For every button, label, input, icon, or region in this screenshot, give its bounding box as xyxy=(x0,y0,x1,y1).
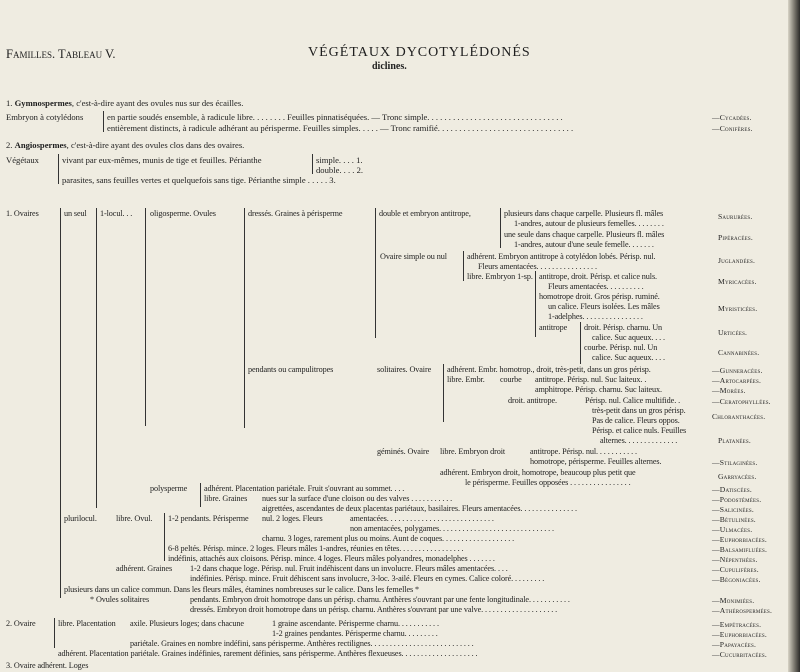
section2-a1: simple. . . . 1. xyxy=(316,155,363,165)
key-text: antitrope, droit. Périsp. et calice nuls. xyxy=(539,272,657,281)
family-label: —Gunneracées. xyxy=(712,366,763,375)
family-label: —Salicinées. xyxy=(712,505,754,514)
key-text: dressés. Embryon droit homotrope dans un périsp. charnu. Anthères s'ouvrant par une valve. . . . . . . . . . . . . . . . . . . . xyxy=(190,605,558,614)
key-text: pendants ou campulitropes xyxy=(248,365,334,374)
family-label: —Ulmacées. xyxy=(712,525,753,534)
section2-a2: double. . . . 2. xyxy=(316,165,364,175)
family-label: Pipéracées. xyxy=(718,233,753,242)
key-text: adhérent. Embryon antitrope à cotylédon lobés. Périsp. nul. xyxy=(467,252,656,261)
brace-line xyxy=(145,208,146,426)
family-label: —Artocarpées. xyxy=(712,376,762,385)
key-text: un calice. Fleurs isolées. Les mâles xyxy=(548,302,660,311)
key-text: adhérent. Graines xyxy=(116,564,173,573)
key-text: indéfinis, attachés aux cloisons. Périsp. mince. 4 loges. Fleurs mâles polyandres, monadelphes . . . . . . . xyxy=(168,554,495,563)
family-label: —Empétracées. xyxy=(712,620,762,629)
key-text: antitrope xyxy=(539,323,568,332)
key-text: 1-2 graines pendantes. Périsperme charnu. . . . . . . . . xyxy=(272,629,438,638)
key-text: adhérent. Placentation pariétale. Graines indéfinies, rarement définies, sans périsperme. Anthères flexueuses. . . . . . . . . . . . . . . . . . . . xyxy=(58,649,478,658)
key-text: alternes. . . . . . . . . . . . . . xyxy=(600,436,678,445)
section2-a: vivant par eux-mêmes, munis de tige et feuilles. Périanthe xyxy=(62,155,262,165)
brace-line xyxy=(60,208,61,598)
key-text: 3. Ovaire adhérent. Loges xyxy=(6,661,89,670)
key-text: une seule dans chaque carpelle. Plusieurs fl. mâles xyxy=(504,230,665,239)
key-text: droit. Périsp. charnu. Un xyxy=(584,323,662,332)
family-label: —Monimiées. xyxy=(712,596,755,605)
key-text: le périsperme. Feuilles opposées . . . . . . . . . . . . . . . . xyxy=(465,478,631,487)
page-subtitle: diclines. xyxy=(372,61,407,72)
key-text: 1-2 dans chaque loge. Périsp. nul. Fruit indéhiscent dans un involucre. Fleurs mâles amentacées. . . . xyxy=(190,564,508,573)
key-text: libre. Embryon 1-sp. xyxy=(467,272,533,281)
family-label: —Bétulinées. xyxy=(712,515,756,524)
brace-line xyxy=(96,208,97,508)
key-text: * Ovules solitaires xyxy=(90,595,150,604)
key-text: libre. Graines xyxy=(204,494,248,503)
brace-line xyxy=(58,154,59,184)
key-text: homotrope droit. Gros périsp. ruminé. xyxy=(539,292,660,301)
key-text: Périsp. nul. Calice multifide. . xyxy=(585,396,681,405)
brace-line xyxy=(200,483,201,507)
family-label: Garryacées. xyxy=(718,472,757,481)
key-text: pariétale. Graines en nombre indéfini, sans périsperme. Anthères rectilignes. . . . . . . . . . . . . . . . . . . . . . . . . . . xyxy=(130,639,474,648)
key-text: libre. Placentation xyxy=(58,619,116,628)
family-label: Chloranthacées. xyxy=(712,412,766,421)
key-ovaires: 1. Ovaires xyxy=(6,209,39,218)
family-label: —Datiscées. xyxy=(712,485,752,494)
section2-root: Végétaux xyxy=(6,155,39,165)
key-text: amentacées. . . . . . . . . . . . . . . . . . . . . . . . . . . . xyxy=(350,514,494,523)
key-text: 2. Ovaire xyxy=(6,619,36,628)
key-text: Pas de calice. Fleurs oppos. xyxy=(592,416,680,425)
key-text: 1-adelphes. . . . . . . . . . . . . . . . xyxy=(548,312,643,321)
brace-line xyxy=(54,618,55,648)
key-text: homotrope, périsperme. Feuilles alternes. xyxy=(530,457,662,466)
key-oligo: oligosperme. Ovules xyxy=(150,209,216,218)
family-label: —Papayacées. xyxy=(712,640,757,649)
family-label: Saururées. xyxy=(718,212,753,221)
family-label: —Cupulifères. xyxy=(712,565,759,574)
key-text: courbe xyxy=(500,375,522,384)
section1-heading: 1. Gymnospermes, c'est-à-dire ayant des ovules nus sur des écailles. xyxy=(6,98,244,108)
family-label: Cannabinées. xyxy=(718,348,760,357)
brace-line xyxy=(535,271,536,337)
key-text: pendants. Embryon droit homotrope dans un périsp. charnu. Anthères s'ouvrant par une fente longitudinale. . . . . . . . . . . xyxy=(190,595,570,604)
key-text: libre. Embryon droit xyxy=(440,447,506,456)
section2-b: parasites, sans feuilles vertes et quelquefois sans tige. Périanthe simple . . . . . 3. xyxy=(62,175,336,185)
family-label: Platanées. xyxy=(718,436,751,445)
key-text: solitaires. Ovaire xyxy=(377,365,432,374)
family-label: Myricacées. xyxy=(718,277,757,286)
family-label: —Balsamifluées. xyxy=(712,545,768,554)
brace-line xyxy=(244,208,245,428)
brace-line xyxy=(103,111,104,132)
family-label: —Stilaginées. xyxy=(712,458,758,467)
page-title: VÉGÉTAUX DYCOTYLÉDONÉS xyxy=(308,45,531,60)
section2-heading: 2. Angiospermes, c'est-à-dire ayant des ovules clos dans des ovaires. xyxy=(6,140,245,150)
family-label: Urticées. xyxy=(718,328,748,337)
key-text: nul. 2 loges. Fleurs xyxy=(262,514,323,523)
key-text: antitrope. Périsp. nul. . . . . . . . . . . xyxy=(530,447,637,456)
key-text: 1-andres, autour d'une seule femelle. . . . . . . xyxy=(514,240,654,249)
brace-line xyxy=(312,154,313,174)
key-text: non amentacées, polygames. . . . . . . . . . . . . . . . . . . . . . . . . . . . . . xyxy=(350,524,554,533)
family-label: —Cucurbitacées. xyxy=(712,650,767,659)
family-label: —Athérospermées. xyxy=(712,606,773,615)
key-text: axile. Plusieurs loges; dans chacune xyxy=(130,619,244,628)
brace-line xyxy=(500,208,501,248)
family-label: Juglandées. xyxy=(718,256,756,265)
brace-line xyxy=(580,322,581,364)
key-text: très-petit dans un gros périsp. xyxy=(592,406,686,415)
breadcrumb: Familles. Tableau V. xyxy=(6,47,116,61)
family-label: Myristicées. xyxy=(718,304,758,313)
key-double-emb: double et embryon antitrope, xyxy=(379,209,471,218)
key-text: plusieurs dans un calice commun. Dans les fleurs mâles, étamines nombreuses sur le calice. Dans les femelles * xyxy=(64,585,420,594)
key-text: calice. Suc aqueux. . . . xyxy=(592,353,665,362)
key-text: amphitrope. Périsp. charnu. Suc laiteux. xyxy=(535,385,662,394)
key-text: géminés. Ovaire xyxy=(377,447,430,456)
key-text: aigrettées, ascendantes de deux placentas pariétaux, basilaires. Fleurs amentacées. . . . . . . . . . . . . . . xyxy=(262,504,577,513)
key-text: libre. Ovul. xyxy=(116,514,153,523)
key-text: charnu. 3 loges, rarement plus ou moins. Aunt de coques. . . . . . . . . . . . . . . . . . . xyxy=(262,534,515,543)
section1-row1: en partie soudés ensemble, à radicule libre. . . . . . . . Feuilles pinnatiséquées. — Tronc simple. . . . . . . . . . . . . . . . . . . . . . . . . . . . . . . . xyxy=(107,112,563,122)
page-edge xyxy=(788,0,800,672)
family-label: —Euphorbiacées. xyxy=(712,535,767,544)
key-text: antitrope. Périsp. nul. Suc laiteux. . xyxy=(535,375,647,384)
brace-line xyxy=(463,251,464,281)
key-1locul: 1-locul. . . xyxy=(100,209,133,218)
key-text: Fleurs amentacées. . . . . . . . . . xyxy=(548,282,644,291)
section1-root: Embryon à cotylédons xyxy=(6,112,84,122)
key-text: indéfinies. Périsp. mince. Fruit déhiscent sans involucre, 3-loc. 3-ailé. Fleurs en cymes. Calice coloré. . . . . . . . . xyxy=(190,574,545,583)
section1-row2: entièrement distincts, à radicule adhérant au périsperme. Feuilles simples. . . . . — Tronc ramifié. . . . . . . . . . . . . . . . . . . . . . . . . . . . . . . . xyxy=(107,123,574,133)
key-text: nues sur la surface d'une cloison ou des valves . . . . . . . . . . . xyxy=(262,494,453,503)
key-text: plurilocul. xyxy=(64,514,97,523)
key-text: Périsp. et calice nuls. Feuilles xyxy=(592,426,687,435)
family-label: —Ceratophyllées. xyxy=(712,397,771,406)
key-text: courbe. Périsp. nul. Un xyxy=(584,343,658,352)
family-label: —Morées. xyxy=(712,386,746,395)
family-label: —Podostémées. xyxy=(712,495,762,504)
family-label: —Cycadées. xyxy=(712,113,752,122)
family-label: —Conifères. xyxy=(712,124,753,133)
key-text: adhérent. Embr. homotrop., droit, très-petit, dans un gros périsp. xyxy=(447,365,651,374)
key-un-seul: un seul xyxy=(64,209,87,218)
key-text: 1 graine ascendante. Périsperme charnu. . . . . . . . . . . xyxy=(272,619,439,628)
key-text: adhérent. Placentation pariétale. Fruit s'ouvrant au sommet. . . . xyxy=(204,484,405,493)
family-label: —Népenthées. xyxy=(712,555,758,564)
key-text: droit. antitrope. xyxy=(508,396,558,405)
key-text: 1-2 pendants. Périsperme xyxy=(168,514,249,523)
family-label: —Bégoniacées. xyxy=(712,575,761,584)
key-text: 6-8 peltés. Périsp. mince. 2 loges. Fleurs mâles 1-andres, réunies en têtes. . . . . . . . . . . . . . . . . xyxy=(168,544,464,553)
key-text: polysperme xyxy=(150,484,188,493)
key-text: Fleurs amentacées. . . . . . . . . . . . . . . . xyxy=(478,262,597,271)
key-text: Ovaire simple ou nul xyxy=(380,252,447,261)
key-text: plusieurs dans chaque carpelle. Plusieurs fl. mâles xyxy=(504,209,664,218)
key-text: 1-andres, autour de plusieurs femelles. . . . . . . . xyxy=(514,219,664,228)
brace-line xyxy=(375,208,376,338)
key-text: adhérent. Embryon droit, homotrope, beaucoup plus petit que xyxy=(440,468,636,477)
brace-line xyxy=(443,364,444,422)
key-text: calice. Suc aqueux. . . . xyxy=(592,333,665,342)
brace-line xyxy=(164,513,165,561)
key-dresses: dressés. Graines à périsperme xyxy=(248,209,343,218)
family-label: —Euphorbiacées. xyxy=(712,630,767,639)
key-text: libre. Embr. xyxy=(447,375,485,384)
